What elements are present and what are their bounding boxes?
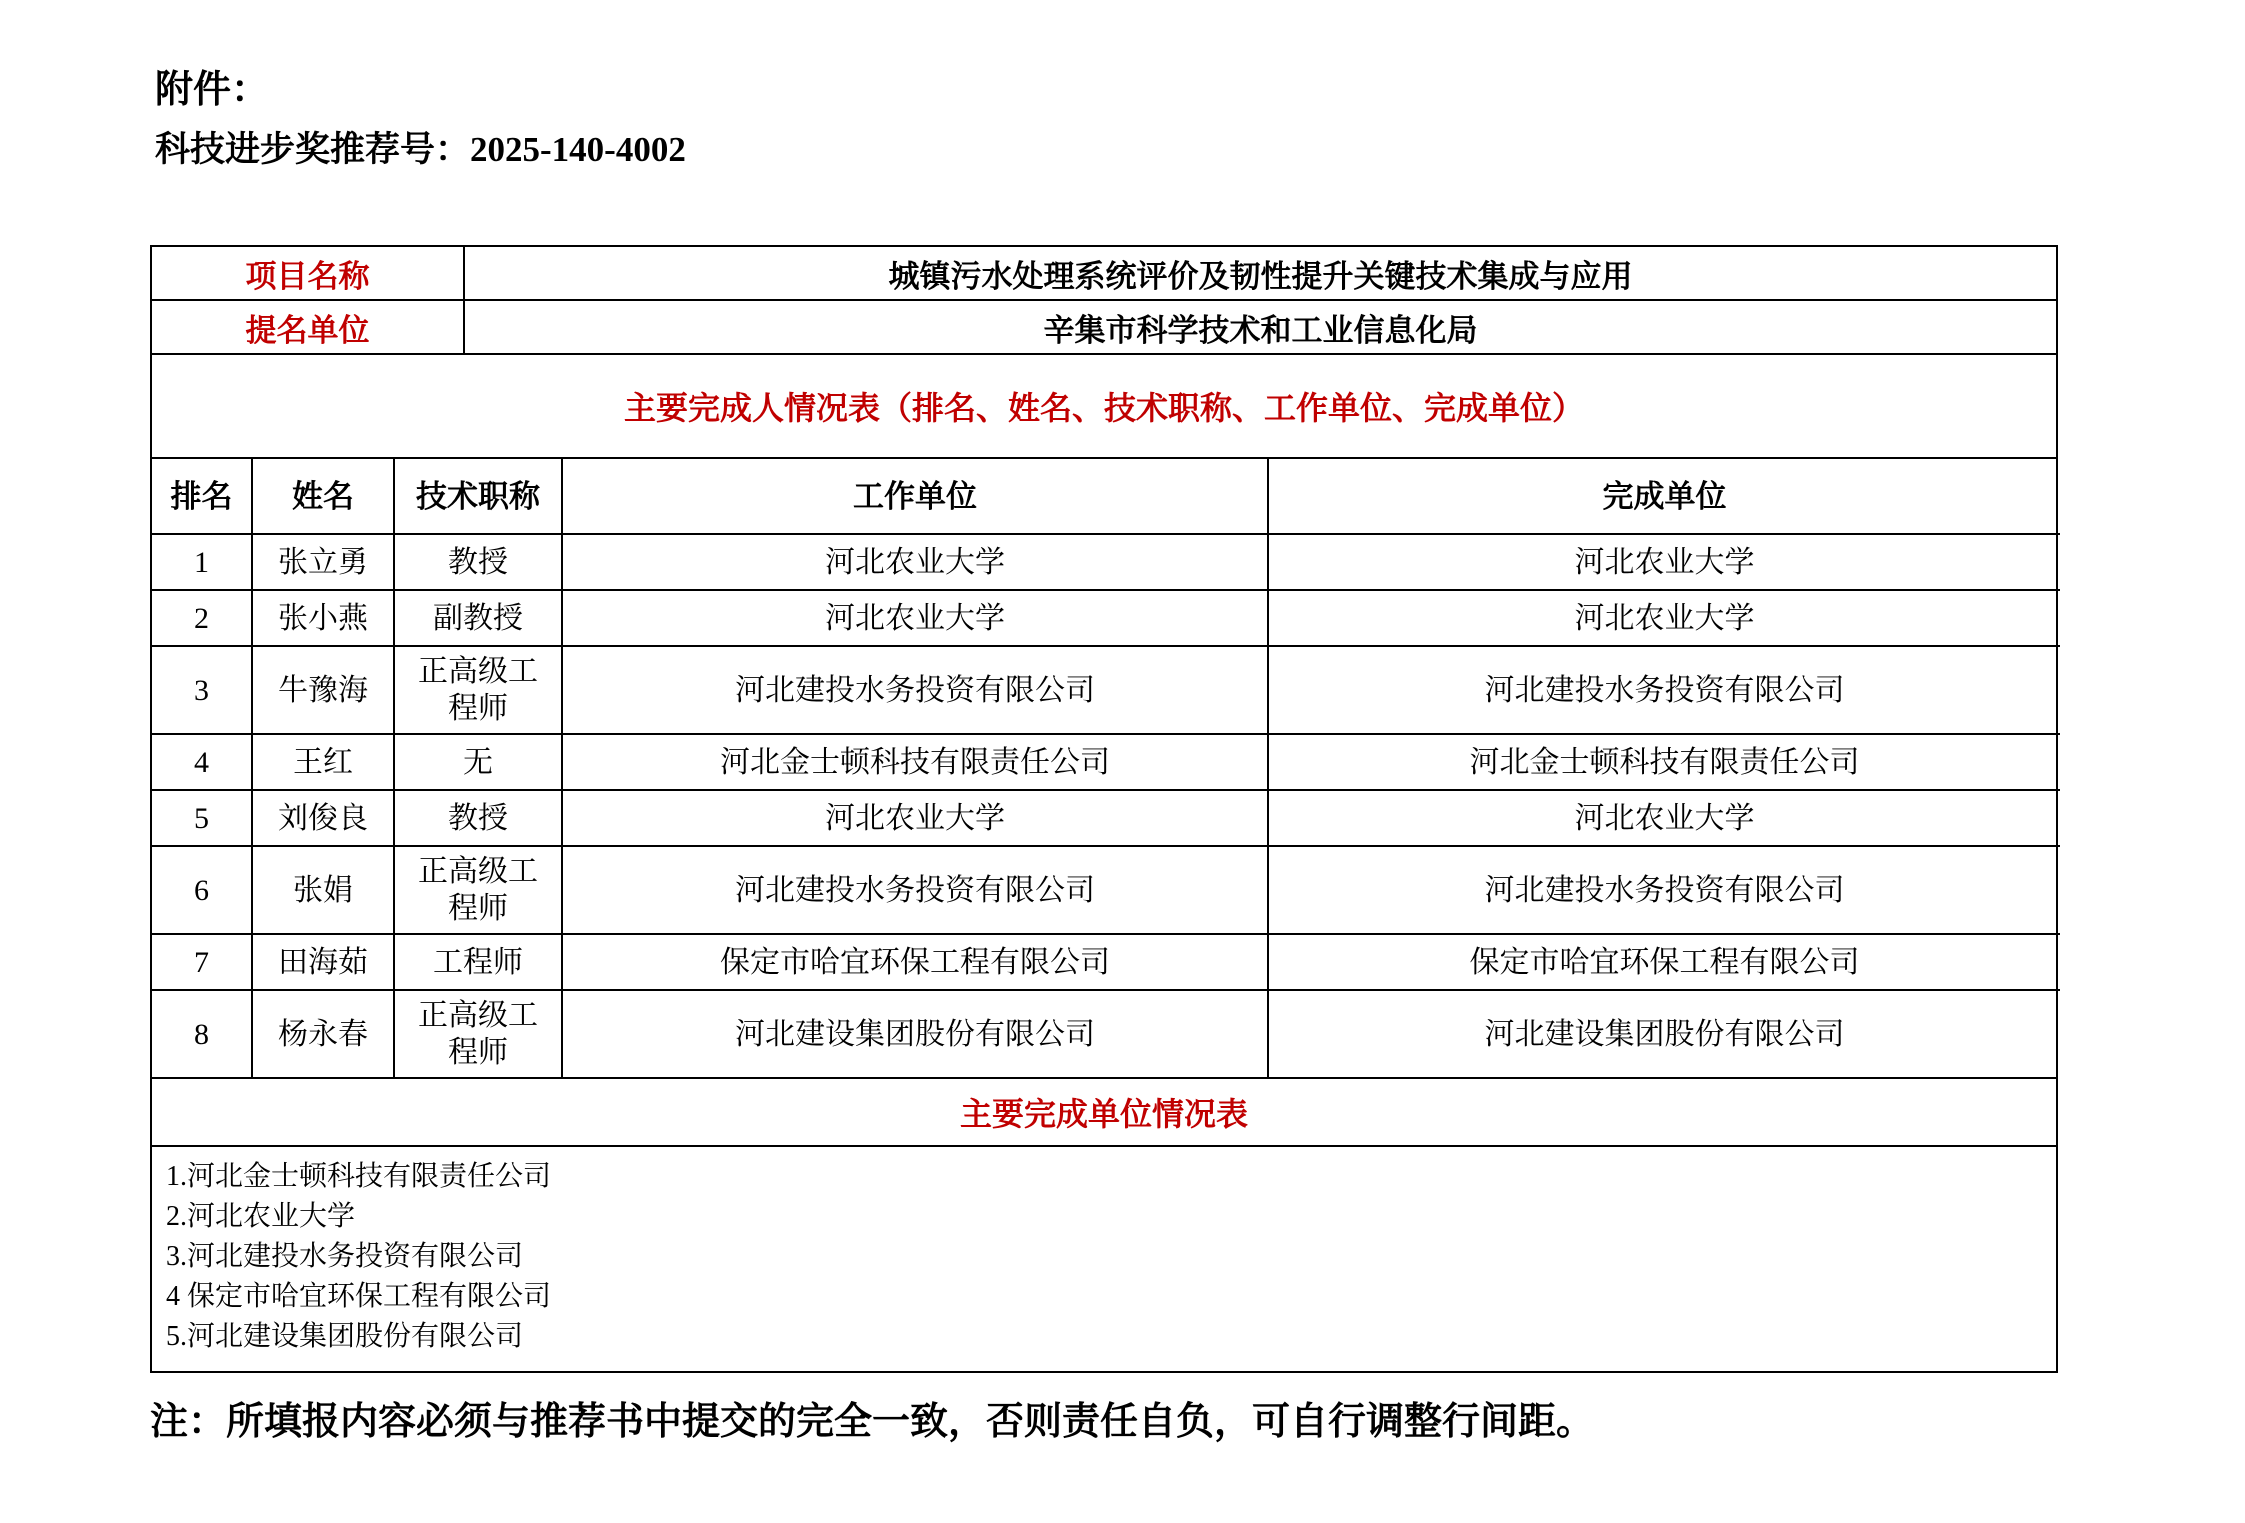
header-title: 技术职称 — [394, 459, 562, 534]
table-row — [152, 590, 2060, 646]
cell-completion-unit: 河北金士顿科技有限责任公司 — [1268, 734, 2060, 790]
header-completion-unit: 完成单位 — [1268, 459, 2060, 534]
cell-title: 无 — [394, 734, 562, 790]
cell-name: 张娟 — [252, 846, 394, 934]
cell-completion-unit: 保定市哈宜环保工程有限公司 — [1268, 934, 2060, 990]
table-row — [152, 846, 2060, 934]
info-row-nominating-unit — [152, 301, 2056, 355]
cell-name: 杨永春 — [252, 990, 394, 1077]
header-work-unit: 工作单位 — [562, 459, 1268, 534]
header-name: 姓名 — [252, 459, 394, 534]
attachment-label: 附件： — [155, 69, 270, 111]
cell-name: 牛豫海 — [252, 646, 394, 734]
cell-work-unit: 河北建设集团股份有限公司 — [562, 990, 1268, 1077]
table-row — [152, 790, 2060, 846]
cell-completion-unit: 河北农业大学 — [1268, 534, 2060, 590]
info-row-project-name — [152, 247, 2056, 301]
cell-rank: 3 — [152, 646, 252, 734]
award-recommendation-table — [150, 245, 2058, 1373]
units-table-title: 主要完成单位情况表 — [152, 1077, 2056, 1147]
list-item: 2.河北农业大学 — [166, 1201, 356, 1232]
cell-work-unit: 河北建投水务投资有限公司 — [562, 646, 1268, 734]
cell-completion-unit: 河北农业大学 — [1268, 790, 2060, 846]
nominating-unit-value: 辛集市科学技术和工业信息化局 — [1043, 312, 1478, 348]
units-list — [152, 1147, 2056, 1371]
cell-work-unit: 河北农业大学 — [562, 590, 1268, 646]
table-row — [152, 734, 2060, 790]
cell-name: 张立勇 — [252, 534, 394, 590]
header-rank: 排名 — [152, 459, 252, 534]
cell-rank: 4 — [152, 734, 252, 790]
cell-title: 正高级工程师 — [394, 646, 562, 734]
completers-header-row — [152, 459, 2060, 534]
cell-work-unit: 河北农业大学 — [562, 534, 1268, 590]
cell-title: 教授 — [394, 534, 562, 590]
cell-name: 刘俊良 — [252, 790, 394, 846]
list-item: 1.河北金士顿科技有限责任公司 — [166, 1161, 552, 1192]
cell-rank: 5 — [152, 790, 252, 846]
cell-name: 王红 — [252, 734, 394, 790]
table-row — [152, 990, 2060, 1077]
cell-title: 正高级工程师 — [394, 990, 562, 1077]
footer-note: 注：所填报内容必须与推荐书中提交的完全一致，否则责任自负，可自行调整行间距。 — [150, 1401, 1595, 1443]
cell-name: 田海茹 — [252, 934, 394, 990]
cell-rank: 1 — [152, 534, 252, 590]
recommendation-number: 2025-140-4002 — [470, 130, 686, 169]
cell-title: 副教授 — [394, 590, 562, 646]
list-item: 3.河北建投水务投资有限公司 — [166, 1241, 524, 1272]
cell-completion-unit: 河北建投水务投资有限公司 — [1268, 646, 2060, 734]
nominating-unit-label: 提名单位 — [152, 301, 465, 353]
cell-completion-unit: 河北农业大学 — [1268, 590, 2060, 646]
cell-completion-unit: 河北建投水务投资有限公司 — [1268, 846, 2060, 934]
cell-rank: 2 — [152, 590, 252, 646]
cell-name: 张小燕 — [252, 590, 394, 646]
table-row — [152, 646, 2060, 734]
cell-title: 正高级工程师 — [394, 846, 562, 934]
recommendation-label: 科技进步奖推荐号： — [155, 130, 471, 169]
table-row — [152, 934, 2060, 990]
table-row — [152, 534, 2060, 590]
cell-work-unit: 保定市哈宜环保工程有限公司 — [562, 934, 1268, 990]
project-name-value: 城镇污水处理系统评价及韧性提升关键技术集成与应用 — [888, 258, 1633, 294]
cell-rank: 6 — [152, 846, 252, 934]
project-name-label: 项目名称 — [152, 247, 465, 299]
cell-work-unit: 河北农业大学 — [562, 790, 1268, 846]
cell-title: 工程师 — [394, 934, 562, 990]
cell-completion-unit: 河北建设集团股份有限公司 — [1268, 990, 2060, 1077]
cell-work-unit: 河北金士顿科技有限责任公司 — [562, 734, 1268, 790]
recommendation-number-line — [155, 122, 686, 172]
list-item: 4 保定市哈宜环保工程有限公司 — [166, 1281, 552, 1312]
completers-table-title: 主要完成人情况表（排名、姓名、技术职称、工作单位、完成单位） — [152, 355, 2056, 459]
cell-rank: 7 — [152, 934, 252, 990]
list-item: 5.河北建设集团股份有限公司 — [166, 1321, 524, 1352]
completers-table — [152, 459, 2060, 1077]
cell-rank: 8 — [152, 990, 252, 1077]
cell-title: 教授 — [394, 790, 562, 846]
cell-work-unit: 河北建投水务投资有限公司 — [562, 846, 1268, 934]
